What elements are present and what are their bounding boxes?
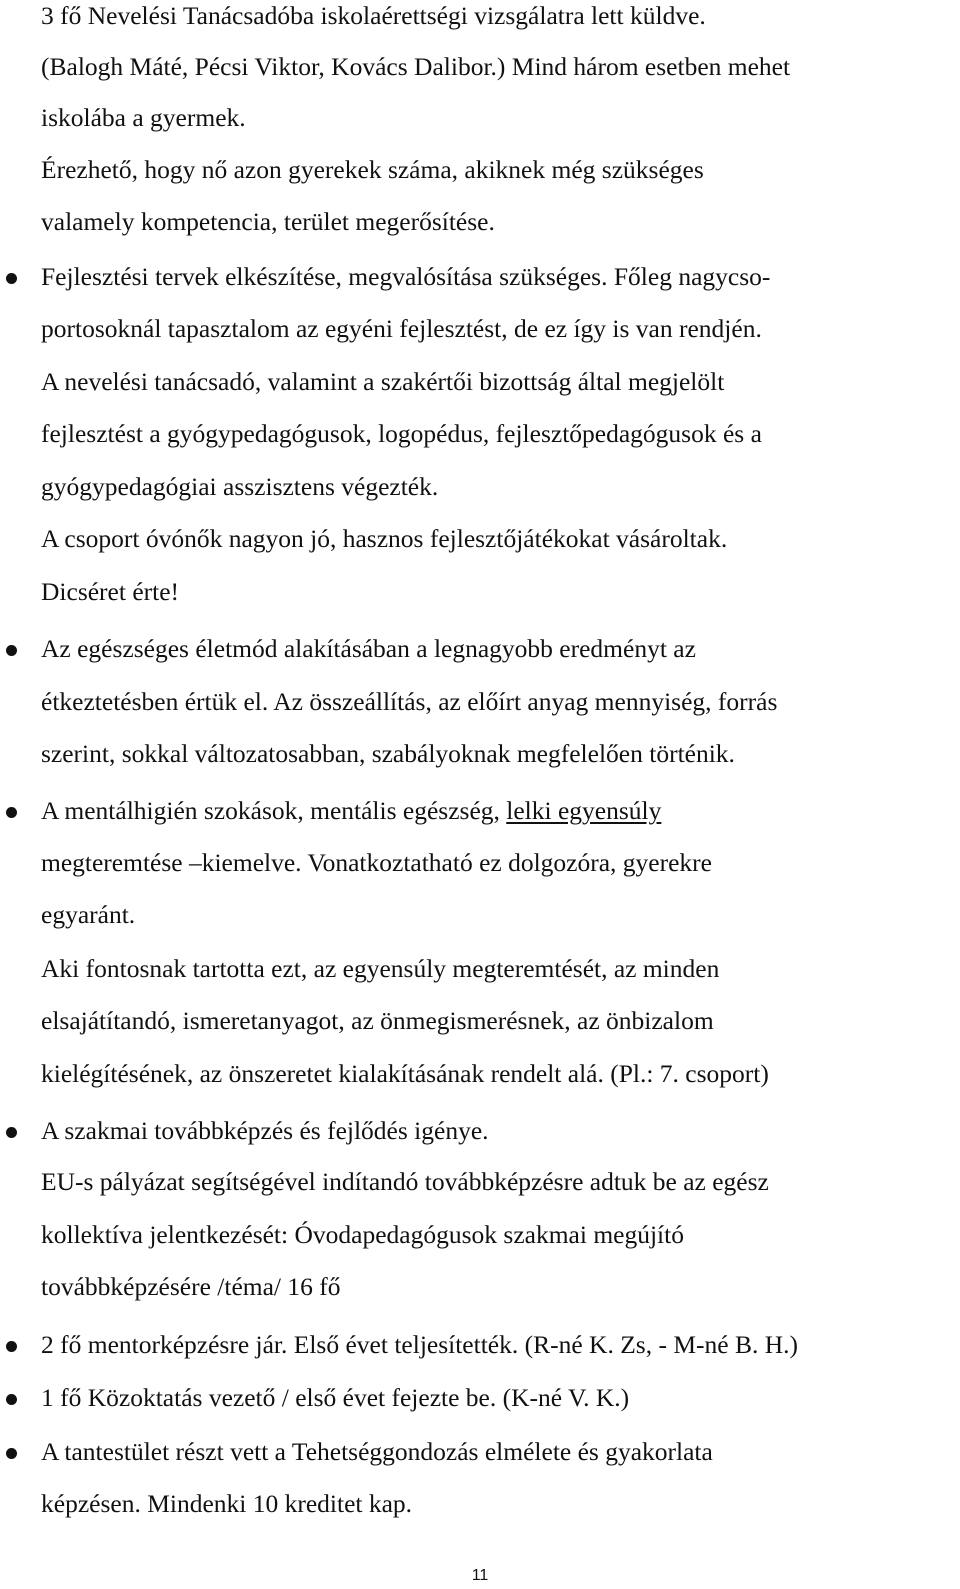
text-line: valamely kompetencia, terület megerősítése. (41, 207, 495, 236)
text-line: Az egészséges életmód alakításában a legnagyobb eredményt az (41, 634, 696, 663)
bullet-icon (6, 273, 17, 284)
text-line: megteremtése –kiemelve. Vonatkoztatható ez dolgozóra, gyerekre (41, 848, 712, 877)
text-line: 1 fő Közoktatás vezető / első évet fejezte be. (K-né V. K.) (41, 1383, 630, 1412)
text-line: kielégítésének, az önszeretet kialakításának rendelt alá. (Pl.: 7. csoport) (41, 1059, 769, 1088)
text-line: Fejlesztési tervek elkészítése, megvalósítása szükséges. Főleg nagycso- (41, 262, 771, 291)
text-line: Érezhető, hogy nő azon gyerekek száma, akiknek még szükséges (41, 155, 704, 184)
text-line: EU-s pályázat segítségével indítandó továbbképzésre adtuk be az egész (41, 1167, 769, 1196)
text-line: kollektíva jelentkezését: Óvodapedagógusok szakmai megújító (41, 1220, 684, 1249)
text-line: képzésen. Mindenki 10 kreditet kap. (41, 1489, 413, 1518)
text-line: étkeztetésben értük el. Az összeállítás, az előírt anyag mennyiség, forrás (41, 687, 778, 716)
text-line: A nevelési tanácsadó, valamint a szakértői bizottság által megjelölt (41, 367, 725, 396)
text-line: Aki fontosnak tartotta ezt, az egyensúly megteremtését, az minden (41, 954, 720, 983)
text-line: elsajátítandó, ismeretanyagot, az önmegismerésnek, az önbizalom (41, 1006, 714, 1035)
text-line: egyaránt. (41, 900, 136, 929)
text-line: A csoport óvónők nagyon jó, hasznos fejlesztőjátékokat vásároltak. (41, 524, 728, 553)
text-line: Dicséret érte! (41, 577, 180, 606)
text-line: szerint, sokkal változatosabban, szabályoknak megfelelően történik. (41, 739, 735, 768)
text-line: fejlesztést a gyógypedagógusok, logopédus, fejlesztőpedagógusok és a (41, 419, 762, 448)
text-line: 2 fő mentorképzésre jár. Első évet teljesítették. (R-né K. Zs, - M-né B. H.) (41, 1330, 798, 1359)
text-line: 3 fő Nevelési Tanácsadóba iskolaérettségi vizsgálatra lett küldve. (41, 1, 706, 30)
text-line: gyógypedagógiai asszisztens végezték. (41, 472, 439, 501)
bullet-icon (6, 807, 17, 818)
text-line: (Balogh Máté, Pécsi Viktor, Kovács Dalibor.) Mind három esetben mehet (41, 52, 791, 81)
text-line: A tantestület részt vett a Tehetséggondozás elmélete és gyakorlata (41, 1437, 713, 1466)
text-line (41, 795, 661, 827)
bullet-icon (6, 1394, 17, 1405)
bullet-icon (6, 1448, 17, 1459)
underlined-text: lelki egyensúly (506, 796, 662, 825)
bullet-icon (6, 1341, 17, 1352)
text-line: portosoknál tapasztalom az egyéni fejlesztést, de ez így is van rendjén. (41, 314, 762, 343)
page-number: 11 (471, 1567, 489, 1584)
text-line: továbbképzésére /téma/ 16 fő (41, 1272, 341, 1301)
text-line: A szakmai továbbképzés és fejlődés igénye. (41, 1116, 489, 1145)
text-segment: A mentálhigién szokások, mentális egészség, (41, 796, 507, 825)
bullet-icon (6, 1127, 17, 1138)
bullet-icon (6, 645, 17, 656)
text-line: iskolába a gyermek. (41, 103, 246, 132)
